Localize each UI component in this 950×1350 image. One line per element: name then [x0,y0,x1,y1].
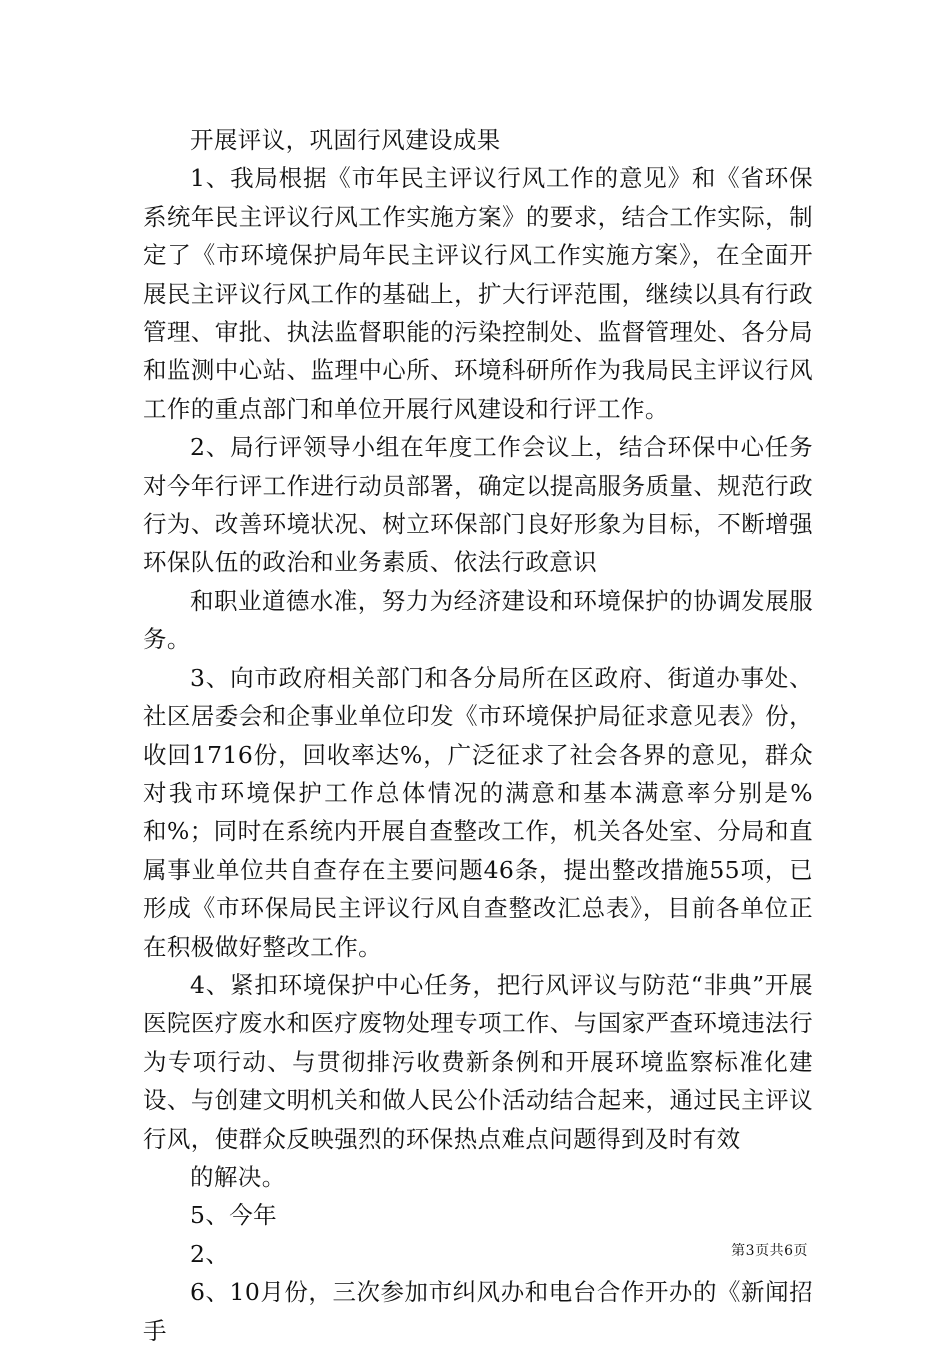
document-body [143,121,813,1350]
paragraph-5-sub: 2、 [190,1239,230,1268]
page-number: 第3页共6页 [731,1243,808,1259]
paragraph-2-continued: 和职业道德水准，努力为经济建设和环境保护的协调发展服务。 [143,586,813,654]
paragraph-1: 1、我局根据《市年民主评议行风工作的意见》和《省环保系统年民主评议行风工作实施方案》的要求，结合工作实际，制定了《市环境保护局年民主评议行风工作实施方案》，在全面开展民主评议行风工作的基础上，扩大行评范围，继续以具有行政管理、审批、执法监督职能的污染控制处、监督管理处、各分局和监测中心站、监理中心所、环境科研所作为我局民主评议行风工作的重点部门和单位开展行风建设和行评工作。 [143,164,813,423]
paragraph-heading: 开展评议，巩固行风建设成果 [190,126,501,154]
paragraph-3: 3、向市政府相关部门和各分局所在区政府、街道办事处、社区居委会和企事业单位印发《市环境保护局征求意见表》份，收回1716份，回收率达%，广泛征求了社会各界的意见，群众对我市环境保护工作总体情况的满意和基本满意率分别是%和%；同时在系统内开展自查整改工作，机关各处室、分局和直属事业单位共自查存在主要问题46条，提出整改措施55项，已形成《市环保局民主评议行风自查整改汇总表》，目前各单位正在积极做好整改工作。 [143,663,813,961]
paragraph-2: 2、局行评领导小组在年度工作会议上，结合环保中心任务对今年行评工作进行动员部署，确定以提高服务质量、规范行政行为、改善环境状况、树立环保部门良好形象为目标，不断增强环保队伍的政治和业务素质、依法行政意识 [143,433,813,577]
paragraph-6: 6、10月份，三次参加市纠风办和电台合作开办的《新闻招手 [143,1278,813,1345]
paragraph-4-continued: 的解决。 [190,1162,286,1191]
paragraph-4: 4、紧扣环境保护中心任务，把行风评议与防范“非典”开展医院医疗废水和医疗废物处理专项工作、与国家严查环境违法行为专项行动、与贯彻排污收费新条例和开展环境监察标准化建设、与创建文明机关和做人民公仆活动结合起来，通过民主评议行风，使群众反映强烈的环保热点难点问题得到及时有效 [143,970,813,1153]
paragraph-5: 5、今年 [190,1201,278,1230]
